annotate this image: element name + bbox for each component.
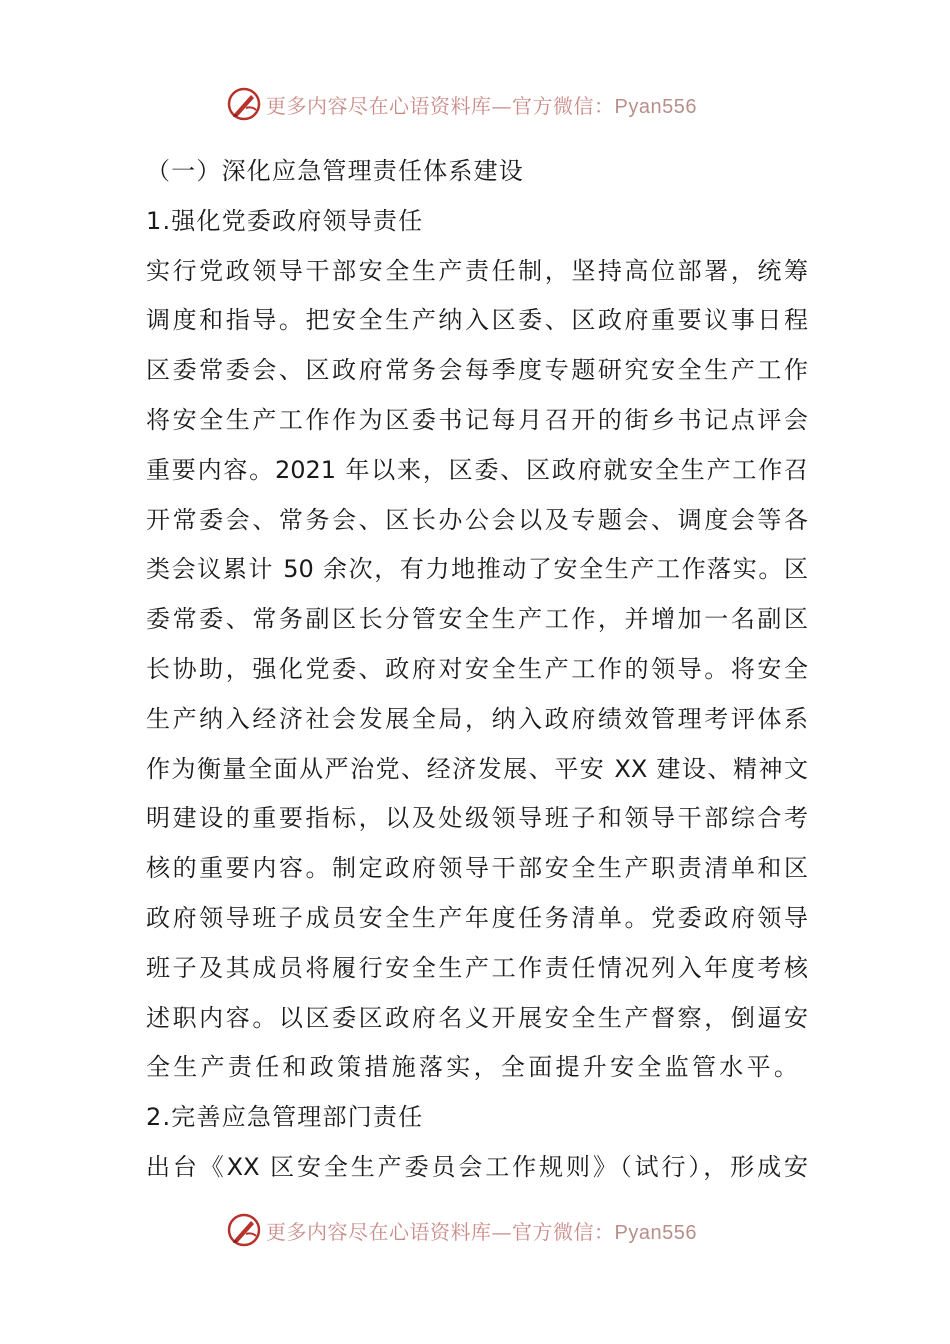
section-heading: 1.强化党委政府领导责任 (146, 206, 424, 235)
watermark-main: 更多内容尽在心语资料库 (266, 1219, 492, 1244)
watermark-official: 官方微信： (512, 93, 615, 118)
paragraph-line: 生产纳入经济社会发展全局，纳入政府绩效管理考评体系 (146, 704, 808, 733)
paragraph-line: 明建设的重要指标，以及处级领导班子和领导干部综合考 (146, 804, 808, 833)
paragraph-line: 开常委会、常务会、区长办公会以及专题会、调度会等各 (146, 505, 808, 534)
paragraph-line: 类会议累计 50 余次，有力地推动了安全生产工作落实。区 (146, 555, 808, 584)
paragraph-line: 作为衡量全面从严治党、经济发展、平安 XX 建设、精神文 (146, 754, 808, 783)
paragraph-line: 核的重要内容。制定政府领导干部安全生产职责清单和区 (146, 854, 808, 883)
paragraph-line: 全生产责任和政策措施落实，全面提升安全监管水平。 (146, 1053, 802, 1082)
watermark-banner-top (226, 84, 726, 124)
paragraph-line: 出台《XX 区安全生产委员会工作规则》（试行），形成安 (146, 1152, 808, 1181)
paragraph-line: 实行党政领导干部安全生产责任制，坚持高位部署，统筹 (146, 256, 808, 285)
watermark-banner-bottom (226, 1210, 726, 1250)
paragraph-line: 将安全生产工作作为区委书记每月召开的街乡书记点评会 (146, 405, 808, 434)
watermark-official: 官方微信： (512, 1219, 615, 1244)
watermark-id: Pyan556 (614, 95, 697, 118)
paragraph-line: 政府领导班子成员安全生产年度任务清单。党委政府领导 (146, 903, 808, 932)
paragraph-line: 班子及其成员将履行安全生产工作责任情况列入年度考核 (146, 953, 808, 982)
paragraph-line: 重要内容。2021 年以来，区委、区政府就安全生产工作召 (146, 455, 808, 484)
watermark-main: 更多内容尽在心语资料库 (266, 93, 492, 118)
paragraph-line: 区委常委会、区政府常务会每季度专题研究安全生产工作 (146, 356, 808, 385)
watermark-text (266, 90, 697, 119)
pen-logo-icon (226, 86, 262, 122)
watermark-text (266, 1216, 697, 1245)
paragraph-line: 述职内容。以区委区政府名义开展安全生产督察，倒逼安 (146, 1003, 808, 1032)
watermark-sep: — (491, 93, 512, 118)
pen-logo-icon (226, 1212, 262, 1248)
paragraph-line: 调度和指导。把安全生产纳入区委、区政府重要议事日程 (146, 306, 808, 335)
paragraph-line: 委常委、常务副区长分管安全生产工作，并增加一名副区 (146, 605, 808, 634)
section-heading: 2.完善应急管理部门责任 (146, 1103, 424, 1132)
document-body (146, 147, 808, 1193)
watermark-sep: — (491, 1219, 512, 1244)
paragraph-line: 长协助，强化党委、政府对安全生产工作的领导。将安全 (146, 654, 808, 683)
watermark-id: Pyan556 (614, 1221, 697, 1244)
section-heading: （一）深化应急管理责任体系建设 (146, 157, 524, 185)
